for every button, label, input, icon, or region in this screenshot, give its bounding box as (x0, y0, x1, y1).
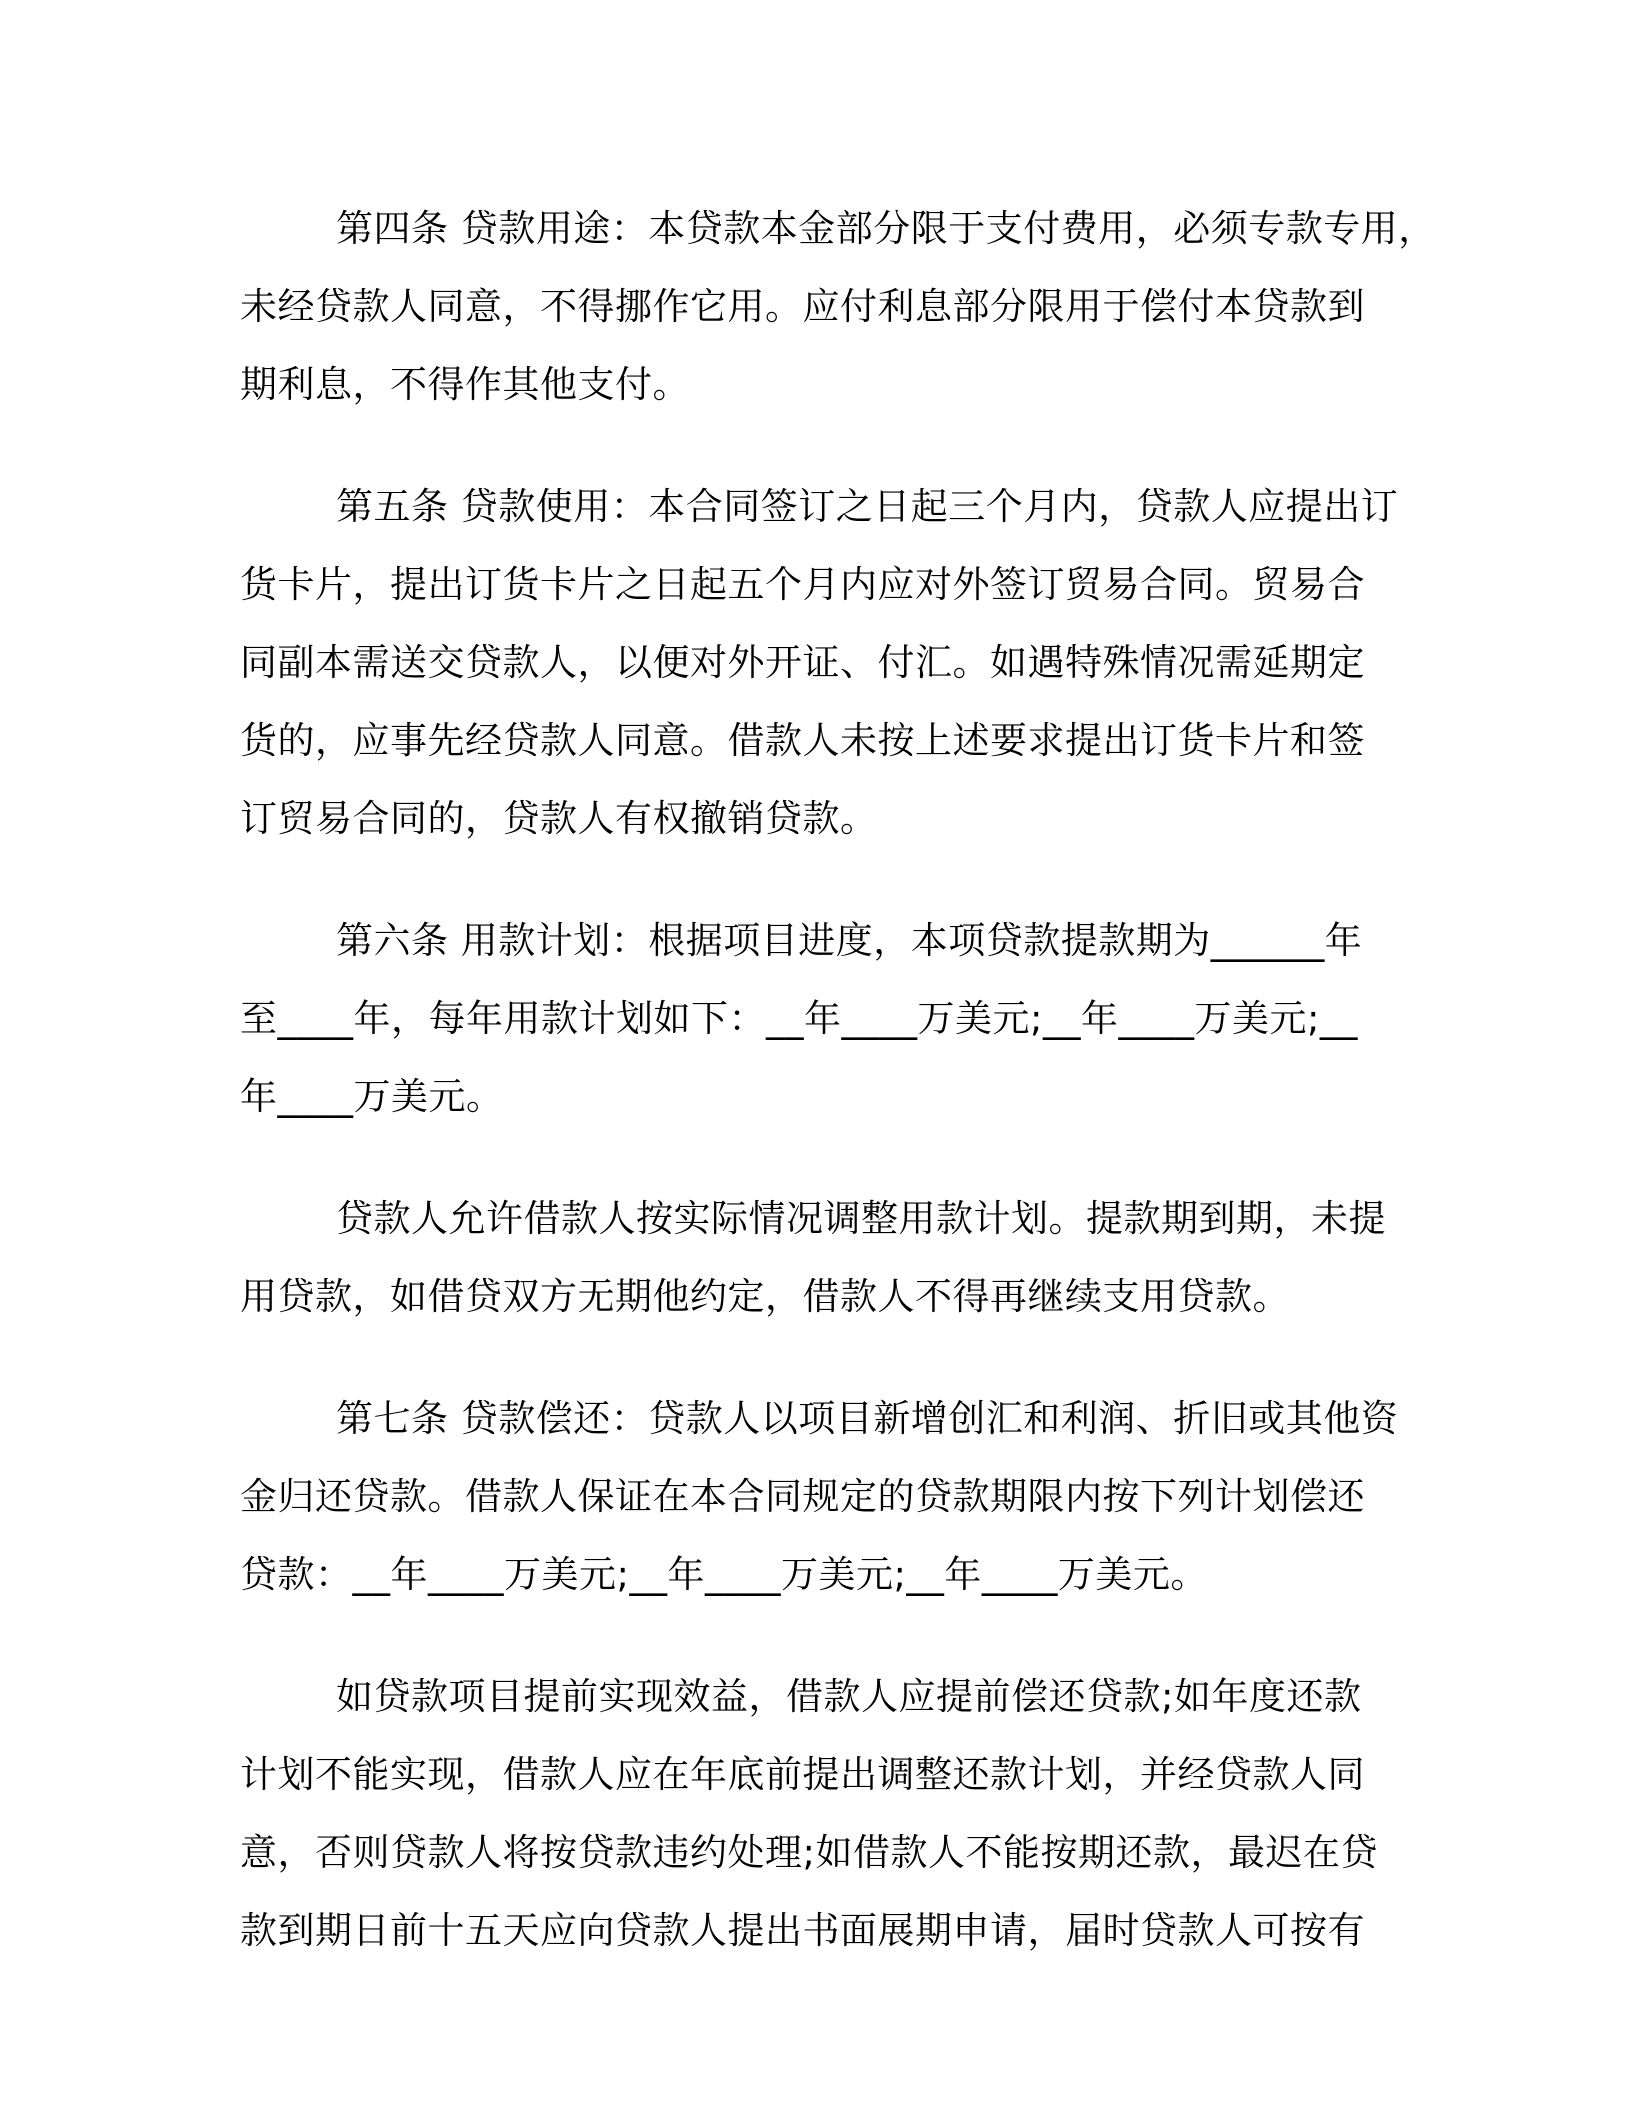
paragraph-article-6 (240, 902, 1418, 1136)
text-line: 第四条 贷款用途：本贷款本金部分限于支付费用，必须专款专用， (336, 207, 1436, 250)
text-line: 如贷款项目提前实现效益，借款人应提前偿还贷款;如年度还款 (336, 1675, 1362, 1718)
text-line: 款到期日前十五天应向贷款人提出书面展期申请，届时贷款人可按有 (240, 1909, 1365, 1952)
text-line: 第六条 用款计划：根据项目进度，本项贷款提款期为______年 (336, 919, 1363, 962)
text-line: 订贸易合同的，贷款人有权撤销贷款。 (240, 797, 878, 840)
text-line: 第七条 贷款偿还：贷款人以项目新增创汇和利润、折旧或其他资 (336, 1397, 1399, 1440)
text-line: 同副本需送交贷款人，以便对外开证、付汇。如遇特殊情况需延期定 (240, 641, 1365, 684)
paragraph-article-5 (240, 468, 1418, 858)
document-body (240, 190, 1436, 1970)
text-line: 意，否则贷款人将按贷款违约处理;如借款人不能按期还款，最迟在贷 (240, 1831, 1378, 1874)
paragraph-gap (240, 1136, 1418, 1180)
paragraph-gap (240, 424, 1418, 468)
text-line: 第五条 贷款使用：本合同签订之日起三个月内，贷款人应提出订 (336, 485, 1399, 528)
text-line: 金归还贷款。借款人保证在本合同规定的贷款期限内按下列计划偿还 (240, 1475, 1365, 1518)
text-line: 货卡片，提出订货卡片之日起五个月内应对外签订贸易合同。贸易合 (240, 563, 1365, 606)
paragraph-gap (240, 1614, 1418, 1658)
paragraph-gap (240, 1336, 1418, 1380)
text-line: 用贷款，如借贷双方无期他约定，借款人不得再继续支用贷款。 (240, 1275, 1290, 1318)
paragraph-plan-adjustment (240, 1180, 1418, 1336)
text-line: 期利息，不得作其他支付。 (240, 363, 690, 406)
text-line: 贷款人允许借款人按实际情况调整用款计划。提款期到期，未提 (336, 1197, 1386, 1240)
paragraph-article-7 (240, 1380, 1418, 1614)
text-line: 贷款：__年____万美元;__年____万美元;__年____万美元。 (240, 1553, 1208, 1596)
paragraph-article-4 (240, 190, 1436, 424)
paragraph-gap (240, 858, 1418, 902)
paragraph-early-repayment (240, 1658, 1418, 1970)
text-line: 年____万美元。 (240, 1075, 504, 1118)
text-line: 货的，应事先经贷款人同意。借款人未按上述要求提出订货卡片和签 (240, 719, 1365, 762)
text-line: 计划不能实现，借款人应在年底前提出调整还款计划，并经贷款人同 (240, 1753, 1365, 1796)
text-line: 至____年，每年用款计划如下：__年____万美元;__年____万美元;__ (240, 997, 1358, 1040)
text-line: 未经贷款人同意，不得挪作它用。应付利息部分限用于偿付本贷款到 (240, 285, 1365, 328)
